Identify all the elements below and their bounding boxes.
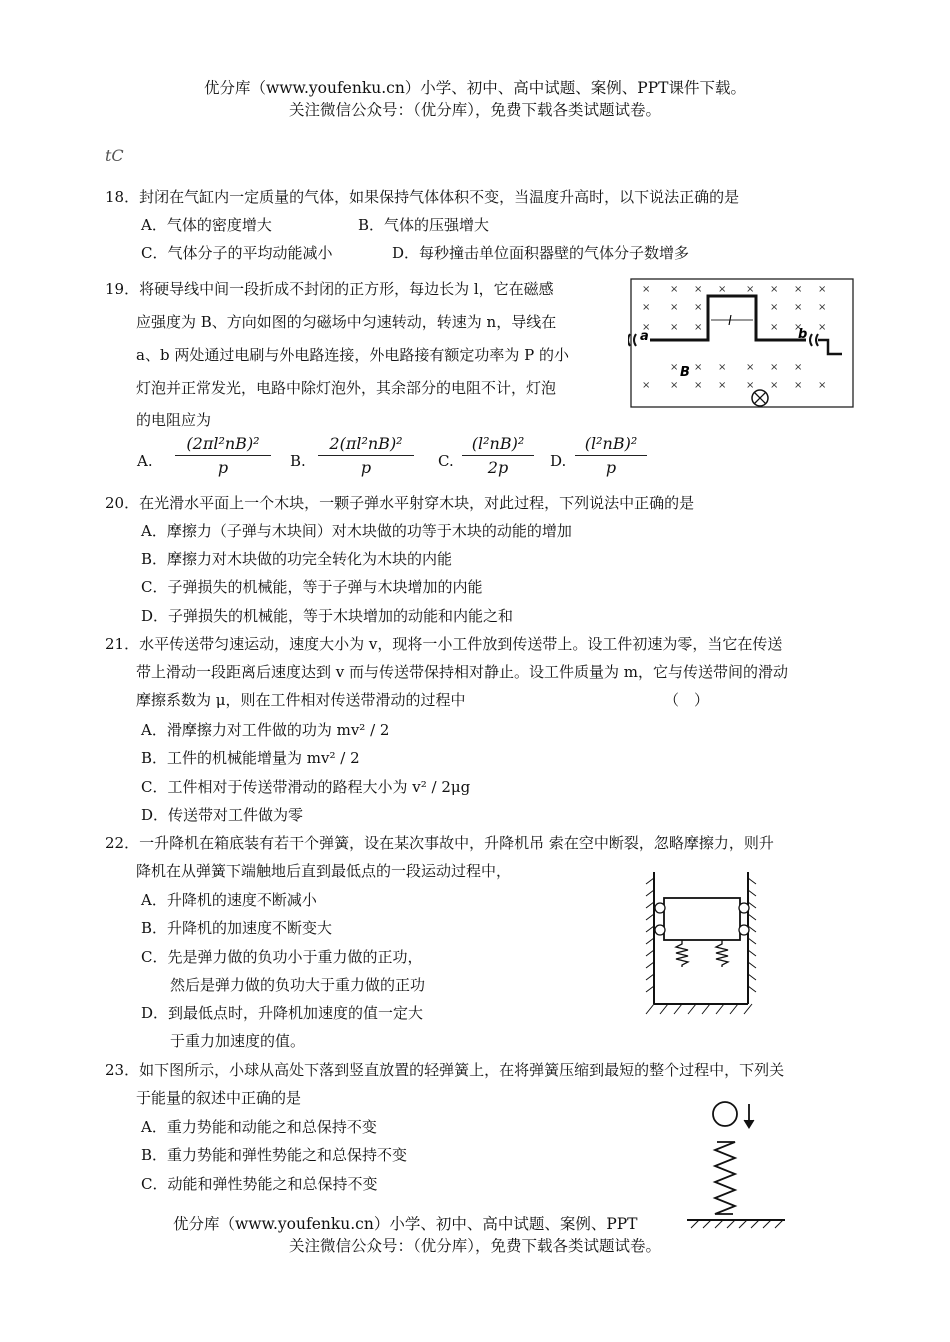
q18-option-b: B．气体的压强增大 [358,216,490,234]
q20-stem: 20．在光滑水平面上一个木块，一颗子弹水平射穿木块，对此过程，下列说法中正确的是 [105,494,695,512]
q21-line-3: 摩擦系数为 μ，则在工件相对传送带滑动的过程中 [136,691,466,709]
q21-line-2: 带上滑动一段距离后速度达到 v 而与传送带保持相对静止。设工件质量为 m，它与传送带间的滑动 [136,663,789,681]
footer-line-2: 关注微信公众号：（优分库），免费下载各类试题试卷。 [288,1237,661,1255]
svg-text:×: × [794,302,803,313]
svg-text:×: × [694,380,703,391]
q19-option-b-fraction [318,434,414,477]
footer-line-1: 优分库（www.youfenku.cn）小学、初中、高中试题、案例、PPT [173,1215,638,1233]
svg-text:×: × [642,284,651,295]
q19-option-b-denominator: p [360,458,372,477]
svg-text:×: × [642,302,651,313]
q18-option-c: C．气体分子的平均动能减小 [141,244,333,262]
fig-label-l: l [728,314,732,329]
q22-option-c-line-2: 然后是弹力做的负功大于重力做的正功 [170,976,426,994]
fig-label-B: B [680,365,690,380]
svg-text:×: × [718,284,727,295]
svg-text:×: × [718,362,727,373]
header-line-1: 优分库（www.youfenku.cn）小学、初中、高中试题、案例、PPT课件下载。 [203,79,747,97]
svg-text:×: × [818,322,827,333]
svg-text:×: × [642,322,651,333]
down-arrow-icon [744,1120,754,1128]
svg-text:×: × [818,284,827,295]
spring-right-icon [716,940,728,967]
svg-text:×: × [818,302,827,313]
q23-line-1: 23．如下图所示，小球从高处下落到竖直放置的轻弹簧上，在将弹簧压缩到最短的整个过程中，下列关 [105,1061,785,1079]
q23-option-b: B．重力势能和弹性势能之和总保持不变 [141,1146,408,1164]
svg-text:×: × [770,362,779,373]
svg-text:×: × [770,284,779,295]
q21-answer-paren: （ ） [664,691,710,709]
svg-text:×: × [794,322,803,333]
q19-line-1: 19．将硬导线中间一段折成不封闭的正方形，每边长为 l，它在磁感 [105,280,554,298]
q23-ball-spring-figure [683,1098,788,1230]
svg-text:×: × [770,380,779,391]
q18-option-a: A．气体的密度增大 [141,216,272,234]
spring-icon [715,1142,735,1214]
q23-line-2: 于能量的叙述中正确的是 [136,1089,302,1107]
svg-text:×: × [670,322,679,333]
q23-option-c: C．动能和弹性势能之和总保持不变 [141,1175,378,1193]
q22-option-d-line-2: 于重力加速度的值。 [170,1032,306,1050]
q21-line-1: 21．水平传送带匀速运动，速度大小为 v，现将一小工件放到传送带上。设工件初速为零，当它在传送 [105,635,783,653]
svg-text:×: × [642,380,651,391]
q22-elevator-figure [640,868,765,1018]
svg-text:×: × [718,380,727,391]
svg-text:×: × [694,302,703,313]
q19-option-d-denominator: p [605,458,617,477]
q19-option-a-fraction [175,434,271,477]
svg-text:×: × [670,302,679,313]
q19-line-5: 的电阻应为 [136,411,212,429]
svg-text:×: × [694,322,703,333]
svg-text:×: × [746,380,755,391]
svg-text:×: × [794,362,803,373]
svg-text:×: × [670,284,679,295]
q21-option-d: D．传送带对工件做为零 [141,806,304,824]
q19-option-c-numerator: (l²nB)² [462,434,534,456]
svg-text:×: × [770,302,779,313]
elevator-car [664,898,740,940]
svg-text:×: × [670,362,679,373]
spring-left-icon [676,940,688,967]
header-line-2: 关注微信公众号：（优分库），免费下载各类试题试卷。 [288,101,661,119]
q22-option-d-line-1: D．到最低点时，升降机加速度的值一定大 [141,1004,424,1022]
q19-option-d-fraction [575,434,647,477]
svg-text:×: × [794,284,803,295]
q19-option-b-label: B. [290,452,306,470]
q20-option-a: A．摩擦力（子弹与木块间）对木块做的功等于木块的动能的增加 [141,522,572,540]
q23-option-a: A．重力势能和动能之和总保持不变 [141,1118,377,1136]
svg-text:×: × [670,380,679,391]
q19-option-c-fraction [462,434,534,477]
fig-label-a: a [640,329,649,344]
svg-text:×: × [770,322,779,333]
q19-option-a-denominator: p [217,458,229,477]
q19-option-a-label: A. [137,452,153,470]
q21-option-a: A．滑摩擦力对工件做的功为 mv² / 2 [141,721,390,739]
q19-option-c-label: C. [438,452,454,470]
q22-option-a: A．升降机的速度不断减小 [141,891,317,909]
q19-option-d-numerator: (l²nB)² [575,434,647,456]
q20-option-b: B．摩擦力对木块做的功完全转化为木块的内能 [141,550,453,568]
q19-option-c-denominator: 2p [487,458,509,477]
q19-option-d-label: D. [550,452,567,470]
q22-line-2: 降机在从弹簧下端触地后直到最低点的一段运动过程中， [136,862,512,880]
q19-line-3: a、b 两处通过电刷与外电路连接，外电路接有额定功率为 P 的小 [136,346,569,364]
q19-line-4: 灯泡并正常发光，电路中除灯泡外，其余部分的电阻不计，灯泡 [136,379,557,397]
fig-label-b: b [798,327,808,342]
q19-circuit-figure [628,276,858,412]
svg-text:×: × [746,362,755,373]
svg-text:×: × [694,284,703,295]
svg-text:×: × [694,362,703,373]
svg-text:×: × [794,380,803,391]
stray-symbol: tC [105,146,124,165]
q18-option-d: D．每秒撞击单位面积器壁的气体分子数增多 [392,244,690,262]
svg-text:×: × [818,380,827,391]
q22-option-b: B．升降机的加速度不断变大 [141,919,333,937]
q19-line-2: 应强度为 B、方向如图的匀磁场中匀速转动，转速为 n，导线在 [136,313,557,331]
q19-option-a-numerator: (2πl²nB)² [175,434,271,456]
q22-line-1: 22．一升降机在箱底装有若干个弹簧，设在某次事故中，升降机吊 索在空中断裂，忽略摩擦力，则升 [105,834,774,852]
svg-text:×: × [746,284,755,295]
q21-option-c: C．工件相对于传送带滑动的路程大小为 v² / 2μg [141,778,471,796]
q18-stem: 18．封闭在气缸内一定质量的气体，如果保持气体体积不变，当温度升高时，以下说法正确的是 [105,188,740,206]
ball-icon [713,1102,737,1126]
q21-option-b: B．工件的机械能增量为 mv² / 2 [141,749,360,767]
q22-option-c-line-1: C．先是弹力做的负功小于重力做的正功， [141,948,423,966]
q20-option-c: C．子弹损失的机械能，等于子弹与木块增加的内能 [141,578,483,596]
q19-option-b-numerator: 2(πl²nB)² [318,434,414,456]
q20-option-d: D．子弹损失的机械能，等于木块增加的动能和内能之和 [141,607,514,625]
